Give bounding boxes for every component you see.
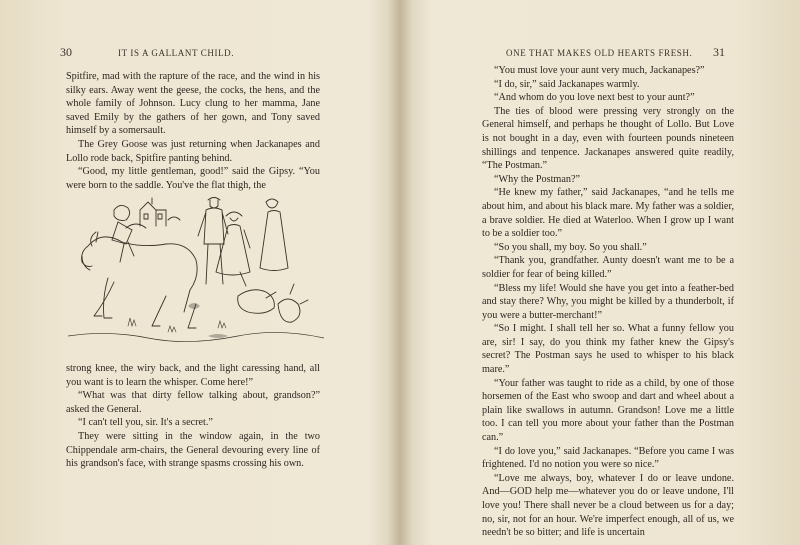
paragraph: “Why the Postman?”: [494, 173, 581, 185]
paragraph: “And whom do you love next best to your aunt?”: [494, 92, 695, 104]
paragraph: “Good, my little gentleman, good!” said the Gipsy. “You were born to the saddle. You've the flat thigh, the: [66, 166, 320, 191]
paragraph: “You must love your aunt very much, Jackanapes?”: [494, 65, 705, 76]
paragraph: Spitfire, mad with the rapture of the race, and the wind in his silky ears. Away went the geese, the cocks, the hens, and the whole family of Johnson. Lucy clung to her mamma, Jane saved Emily by the gathers of her gown, and Tony saved himself by a somersault.: [66, 71, 320, 137]
paragraph: strong knee, the wiry back, and the light caressing hand, all you want is to learn the whisper. Come here!”: [66, 363, 320, 388]
paragraph: “Love me always, boy, whatever I do or leave undone. And—GOD help me—whatever you do or leave undone, I'll love you! There shall never be a cloud between us for a day; no, sir, not for an hour. We're imperfect enough, all of us, we needn't be so bitter; and life is uncertain: [482, 472, 734, 539]
paragraph: “So I might. I shall tell her so. What a funny fellow you are, sir! I say, do you think my father knew the Gipsy's secret? The Postman says he used to whisper to his black mare.”: [482, 323, 734, 376]
paragraph: The Grey Goose was just returning when Jackanapes and Lollo rode back, Spitfire panting behind.: [66, 138, 320, 164]
right-page: [400, 0, 800, 545]
paragraph: The ties of blood were pressing very strongly on the General himself, and perhaps he thought of Lollo. But Love is not bought in a day, even with fourteen pounds nineteen shillings and tenpence. Jackanapes answered quite readily, “The Postman.”: [482, 105, 734, 172]
paragraph: “I do love you,” said Jackanapes. “Before you came I was frightened. I'd no notion you were so nice.”: [482, 445, 734, 471]
page-number-left: 30: [60, 45, 72, 59]
running-head-right: ONE THAT MAKES OLD HEARTS FRESH.: [506, 48, 693, 58]
left-text-top: [66, 70, 320, 192]
page-number-right: 31: [713, 45, 725, 59]
gipsy-horse-illustration: [68, 186, 324, 356]
paragraph: “He knew my father,” said Jackanapes, “and he tells me about him, and about his black mare. My father was a soldier, a brave soldier. He died at Waterloo. When I grow up I want to be a soldier too.”: [482, 187, 734, 240]
right-text: [482, 64, 734, 540]
paragraph: They were sitting in the window again, in the two Chippendale arm-chairs, the General devouring every line of his grandson's face, with strange spasms crossing his own.: [66, 430, 320, 470]
paragraph: “Bless my life! Would she have you get into a feather-bed and stay there? Why, you might be killed by a thunderbolt, if you were a butter-merchant!”: [482, 282, 734, 321]
paragraph: “I can't tell you, sir. It's a secret.”: [78, 417, 213, 429]
paragraph: “What was that dirty fellow talking about, grandson?” asked the General.: [66, 390, 320, 415]
paragraph: “I do, sir,” said Jackanapes warmly.: [494, 78, 640, 90]
paragraph: “Your father was taught to ride as a child, by one of those horsemen of the East who swoop and dart and wheel about a plain like swallows in autumn. Grandson! Love me a little too. I can tell you more about your father than the Postman can.”: [482, 377, 734, 444]
paragraph: “So you shall, my boy. So you shall.”: [494, 241, 647, 253]
left-text-bottom: [66, 362, 320, 471]
paragraph: “Thank you, grandfather. Aunty doesn't want me to be a soldier for fear of being killed.”: [482, 255, 734, 280]
running-head-left: IT IS A GALLANT CHILD.: [118, 48, 235, 58]
